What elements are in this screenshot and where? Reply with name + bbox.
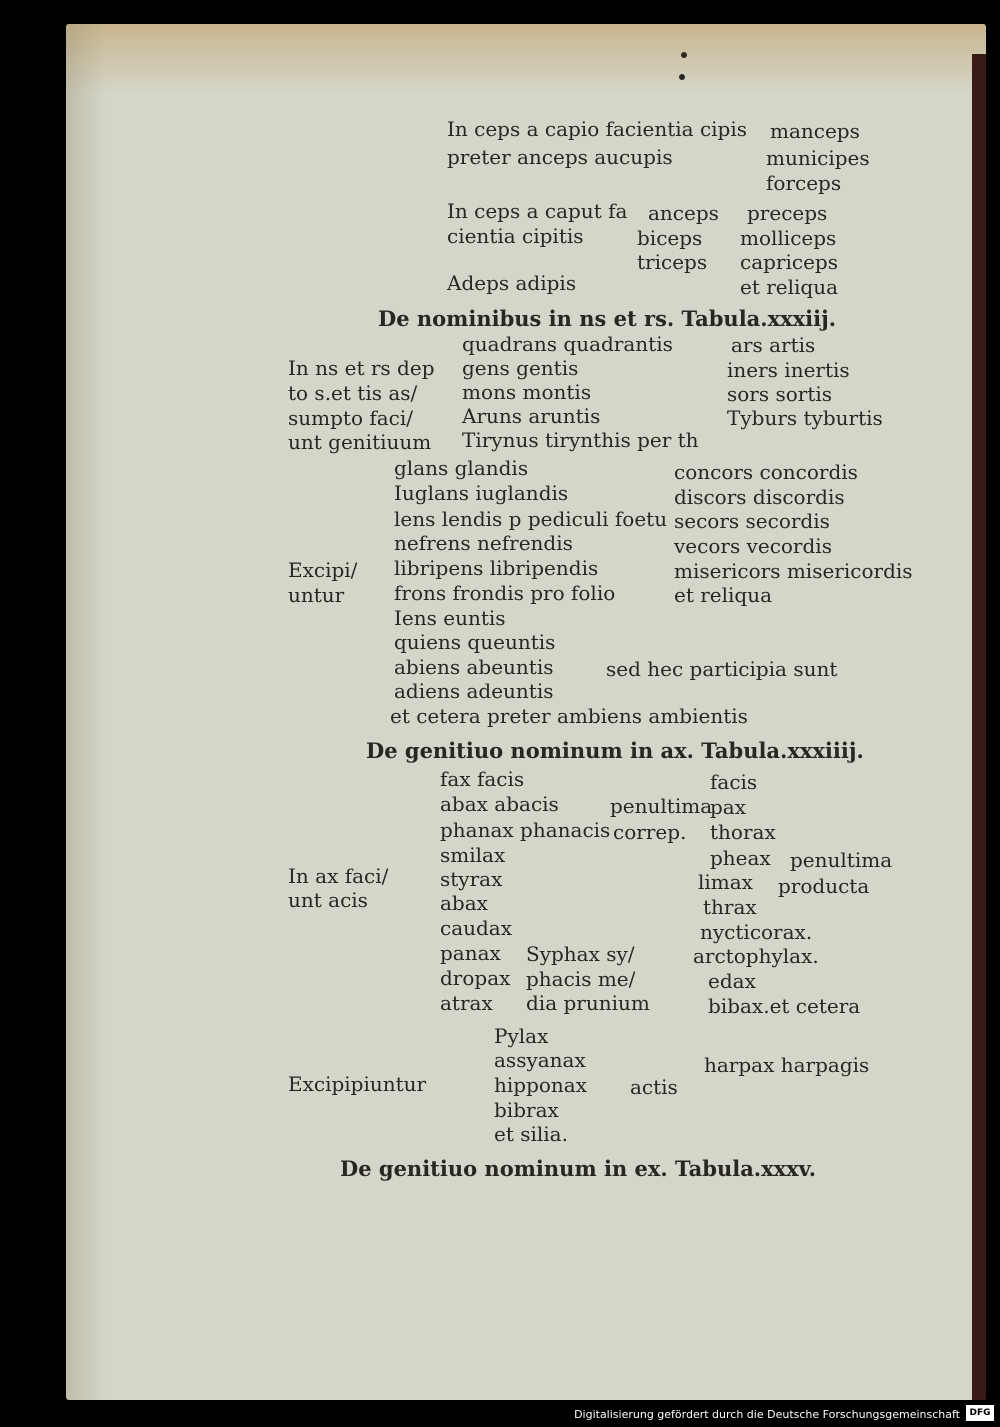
text-line: producta (778, 874, 870, 898)
text-line: Syphax sy/ (526, 942, 635, 966)
text-line: iners inertis (727, 358, 850, 382)
text-line: adiens adeuntis (394, 679, 554, 703)
text-line: edax (708, 969, 756, 993)
text-line: forceps (766, 171, 842, 195)
text-line: In ns et rs dep (288, 356, 435, 380)
ink-dot (679, 74, 685, 80)
text-line: lens lendis p pediculi foetu (394, 507, 668, 531)
text-line: penultima (790, 848, 893, 872)
text-line: In ceps a caput fa (447, 199, 628, 223)
text-line: sed hec participia sunt (606, 657, 838, 681)
text-line: unt genitiuum (288, 430, 432, 454)
text-line: secors secordis (674, 509, 830, 533)
text-line: styrax (440, 867, 503, 891)
footer-bar (0, 1400, 1000, 1427)
text-line: unt acis (288, 888, 368, 912)
text-line: thrax (703, 895, 757, 919)
text-line: limax (698, 870, 753, 894)
text-line: capriceps (740, 250, 838, 274)
text-line: Excipi/ (288, 558, 358, 582)
footer-credit: Digitalisierung gefördert durch die Deutsche Forschungsgemeinschaft (574, 1408, 960, 1421)
text-line: sors sortis (727, 382, 833, 406)
text-line: hipponax (494, 1073, 588, 1097)
text-line: dia prunium (526, 991, 650, 1015)
section-heading: De nominibus in ns et rs. Tabula.xxxiij. (378, 306, 837, 331)
text-line: et reliqua (740, 275, 839, 299)
text-line: preceps (747, 201, 828, 225)
text-line: misericors misericordis (674, 559, 913, 583)
text-line: sumpto faci/ (288, 406, 414, 430)
text-line: vecors vecordis (674, 534, 832, 558)
text-line: actis (630, 1075, 678, 1099)
text-line: et reliqua (674, 583, 773, 607)
text-line: quiens queuntis (394, 630, 556, 654)
text-line: anceps (648, 201, 719, 225)
text-line: nefrens nefrendis (394, 531, 573, 555)
text-line: panax (440, 941, 501, 965)
text-line: fax facis (440, 767, 525, 791)
text-line: In ax faci/ (288, 864, 389, 888)
text-line: untur (288, 583, 345, 607)
text-line: libripens libripendis (394, 556, 599, 580)
text-line: gens gentis (462, 356, 579, 380)
text-line: bibrax (494, 1098, 559, 1122)
section-heading: De genitiuo nominum in ax. Tabula.xxxiiij. (366, 738, 864, 763)
text-line: smilax (440, 843, 506, 867)
text-line: concors concordis (674, 460, 858, 484)
text-line: et silia. (494, 1122, 568, 1146)
text-line: Aruns aruntis (462, 404, 601, 428)
text-line: Iens euntis (394, 606, 506, 630)
text-line: Iuglans iuglandis (394, 481, 569, 505)
text-line: pax (710, 795, 747, 819)
text-line: cientia cipitis (447, 224, 584, 248)
page-edge (972, 54, 986, 1400)
text-line: assyanax (494, 1048, 586, 1072)
text-line: nycticorax. (700, 920, 813, 944)
text-line: caudax (440, 916, 513, 940)
text-line: atrax (440, 991, 493, 1015)
text-line: discors discordis (674, 485, 845, 509)
text-line: molliceps (740, 226, 837, 250)
text-line: abax (440, 891, 488, 915)
text-line: to s.et tis as/ (288, 381, 418, 405)
text-line: abax abacis (440, 792, 559, 816)
text-line: Pylax (494, 1024, 549, 1048)
text-line: abiens abeuntis (394, 655, 554, 679)
text-line: pheax (710, 846, 771, 870)
text-line: glans glandis (394, 456, 529, 480)
text-line: preter anceps aucupis (447, 145, 673, 169)
text-line: quadrans quadrantis (462, 332, 673, 356)
manuscript-page (66, 24, 986, 1400)
text-line: frons frondis pro folio (394, 581, 616, 605)
text-line: Tirynus tirynthis per th (462, 428, 699, 452)
text-line: ars artis (731, 333, 816, 357)
text-line: et cetera preter ambiens ambientis (390, 704, 748, 728)
text-line: correp. (613, 820, 687, 844)
text-line: thorax (710, 820, 776, 844)
text-line: municipes (766, 146, 870, 170)
text-line: In ceps a capio facientia cipis (447, 117, 748, 141)
text-line: mons montis (462, 380, 592, 404)
dfg-logo: DFG (966, 1405, 994, 1421)
text-line: bibax.et cetera (708, 994, 861, 1018)
text-line: phacis me/ (526, 967, 636, 991)
text-line: Tyburs tyburtis (727, 406, 883, 430)
text-line: Adeps adipis (447, 271, 577, 295)
text-line: arctophylax. (693, 944, 819, 968)
text-line: facis (710, 770, 758, 794)
text-line: harpax harpagis (704, 1053, 870, 1077)
text-line: manceps (770, 119, 860, 143)
text-line: phanax phanacis (440, 818, 611, 842)
text-line: penultima (610, 794, 713, 818)
text-line: Excipipiuntur (288, 1072, 427, 1096)
ink-dot (681, 52, 687, 58)
text-line: biceps (637, 226, 703, 250)
section-heading: De genitiuo nominum in ex. Tabula.xxxv. (340, 1156, 817, 1181)
text-line: dropax (440, 966, 511, 990)
text-line: triceps (637, 250, 708, 274)
